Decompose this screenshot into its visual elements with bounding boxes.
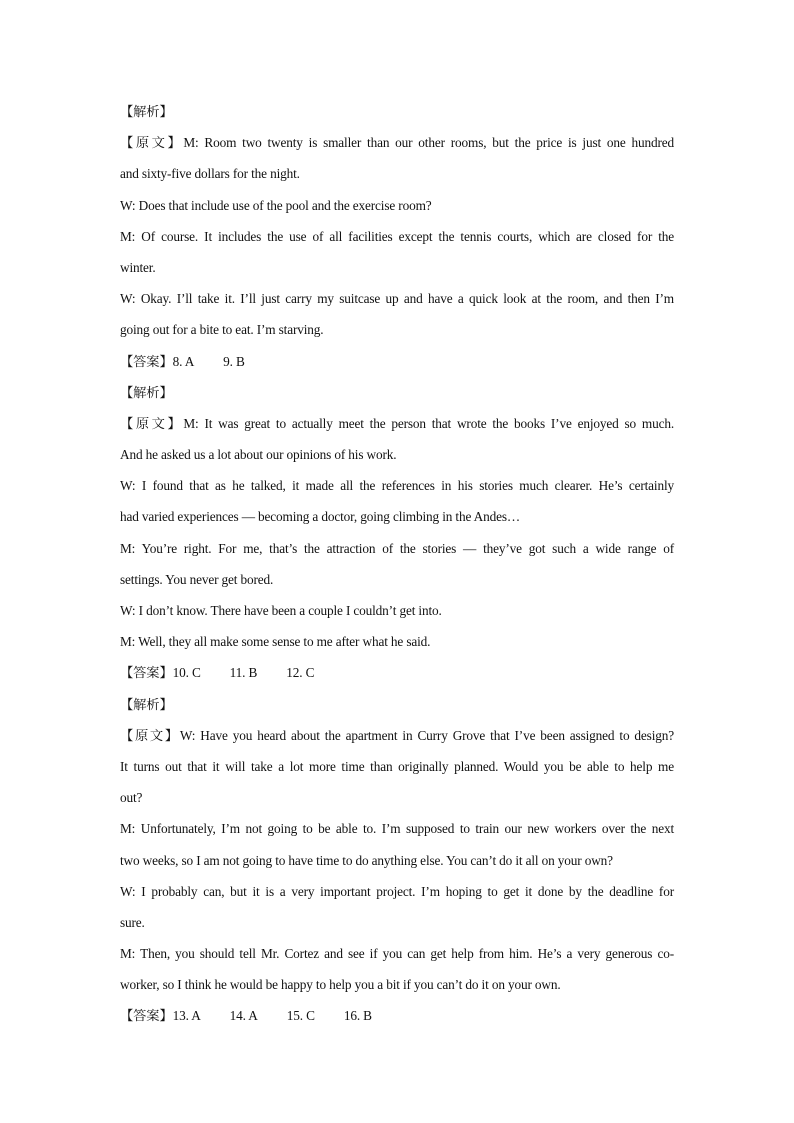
answer-label: 【答案】: [120, 1008, 173, 1024]
answer-line: [120, 1000, 674, 1031]
answer-item: 13. A: [172, 1008, 201, 1024]
answer-item: 16. B: [343, 1008, 372, 1024]
document-content: [120, 96, 674, 1032]
transcript-line: winter.: [120, 259, 156, 275]
transcript-line: worker, so I think he would be happy to help you a bit if you can’t do it on your own.: [120, 977, 561, 993]
answer-item: 14. A: [229, 1008, 258, 1024]
transcript-line: W: I don’t know. There have been a couple I couldn’t get into.: [120, 603, 442, 618]
transcript-line: 【原文】M: Room two twenty is smaller than our other rooms, but the price is just one hundred: [120, 135, 674, 151]
transcript-line: going out for a bite to eat. I’m starving.: [120, 322, 324, 338]
transcript-line: W: Okay. I’ll take it. I’ll just carry my suitcase up and have a quick look at the room, and then I’m: [120, 291, 674, 307]
answer-item: 15. C: [286, 1008, 315, 1024]
transcript-line: settings. You never get bored.: [120, 571, 274, 587]
transcript-line: M: Then, you should tell Mr. Cortez and see if you can get help from him. He’s a very generous co-: [120, 946, 674, 962]
transcript-line: two weeks, so I am not going to have time to do anything else. You can’t do it all on your own?: [120, 852, 613, 868]
transcript-line: W: I found that as he talked, it made all the references in his stories much clearer. He’s certainly: [120, 478, 674, 494]
transcript-line: W: I probably can, but it is a very important project. I’m hoping to get it done by the deadline for: [120, 883, 674, 899]
answer-item: 12. C: [286, 665, 315, 681]
answer-item: 8. A: [172, 353, 195, 369]
transcript-line: M: Of course. It includes the use of all facilities except the tennis courts, which are closed for the: [120, 228, 674, 244]
analysis-header: 【解析】: [120, 384, 173, 400]
answer-item: 11. B: [229, 665, 258, 681]
transcript-line: M: You’re right. For me, that’s the attraction of the stories — they’ve got such a wide range of: [120, 540, 674, 556]
transcript-line: sure.: [120, 914, 145, 930]
answer-line: [120, 657, 674, 688]
transcript-line: M: Unfortunately, I’m not going to be able to. I’m supposed to train our new workers over the next: [120, 821, 674, 837]
transcript-line: 【原文】W: Have you heard about the apartment in Curry Grove that I’ve been assigned to design?: [120, 727, 674, 743]
transcript-line: And he asked us a lot about our opinions of his work.: [120, 447, 397, 463]
transcript-line: It turns out that it will take a lot more time than originally planned. Would you be able to help me: [120, 758, 674, 774]
analysis-header: 【解析】: [120, 696, 173, 712]
transcript-line: out?: [120, 790, 143, 806]
analysis-header: 【解析】: [120, 104, 173, 119]
answer-label: 【答案】: [120, 665, 173, 681]
answer-item: 10. C: [172, 665, 201, 681]
transcript-line: and sixty-five dollars for the night.: [120, 166, 300, 182]
transcript-line: W: Does that include use of the pool and the exercise room?: [120, 197, 432, 213]
answer-item: 9. B: [223, 353, 245, 369]
answer-line: [120, 346, 674, 377]
answer-label: 【答案】: [120, 353, 173, 369]
transcript-line: had varied experiences — becoming a doctor, going climbing in the Andes…: [120, 509, 521, 525]
transcript-line: 【原文】M: It was great to actually meet the person that wrote the books I’ve enjoyed so much.: [120, 415, 674, 431]
transcript-line: M: Well, they all make some sense to me after what he said.: [120, 634, 431, 650]
